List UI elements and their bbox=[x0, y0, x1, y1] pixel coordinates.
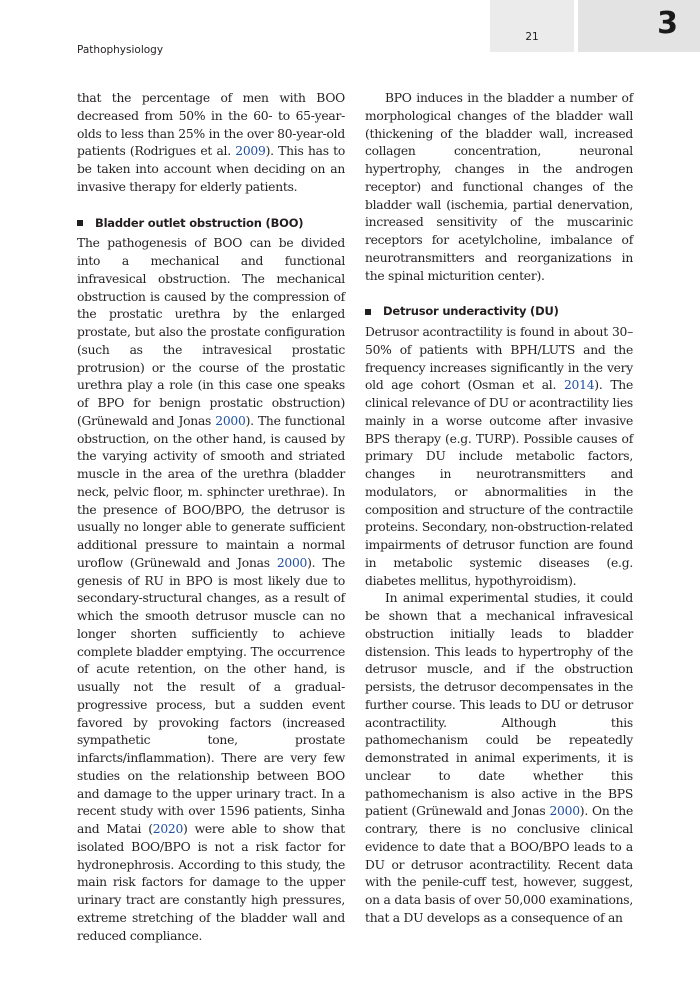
left-column bbox=[77, 90, 345, 945]
page-number: 21 bbox=[525, 31, 539, 43]
paragraph: BPO induces in the bladder a number of morphological changes of the bladder wall (thickening of the bladder wall, increased collagen concentration, neuronal hypertrophy, changes in the androgen receptor) and functional changes of the bladder wall (ischemia, partial denervation, increased sensitivity of the muscarinic receptors for acetylcholine, imbalance of neurotransmitters and reorganizations in the spinal micturition center). bbox=[365, 91, 633, 283]
citation-link[interactable]: 2000 bbox=[549, 804, 580, 819]
citation-link[interactable]: 2014 bbox=[563, 378, 595, 393]
citation-link[interactable]: 2000 bbox=[276, 555, 308, 570]
section-heading-boo: Bladder outlet obstruction (BOO) bbox=[77, 215, 345, 233]
bullet-square-icon bbox=[77, 220, 83, 226]
page-number-tab bbox=[490, 0, 574, 52]
citation-link[interactable]: 2000 bbox=[215, 413, 246, 428]
bullet-square-icon bbox=[365, 309, 371, 315]
right-column bbox=[365, 90, 633, 928]
running-head: Pathophysiology bbox=[77, 44, 164, 56]
paragraph: that the percentage of men with BOO decreased from 50% in the 60- to 65-year-olds to less than 25% in the over 80-year-old patients (Rodrigues et al. 2009). This has to be taken into account when deciding on an invasive therapy for elderly patients. bbox=[77, 91, 345, 194]
paragraph: In animal experimental studies, it could be shown that a mechanical infravesical obstruction initially leads to bladder distension. This leads to hypertrophy of the detrusor muscle, and if the obstruction persists, the detrusor decompensates in the further course. This leads to DU or detrusor acontractility. Although this pathomechanism could be repeatedly demonstrated in animal experiments, it is unclear to date whether this pathomechanism is also active in the BPS patient (Grünewald and Jonas 2000). On the contrary, there is no conclusive clinical evidence to date that a BOO/BPO leads to a DU or detrusor acontractility. Recent data with the penile-cuff test, however, suggest, on a data basis of over 50,000 examinations, that a DU develops as a consequence of an bbox=[365, 591, 633, 925]
paragraph: Detrusor acontractility is found in about 30–50% of patients with BPH/LUTS and the frequency increases significantly in the very old age cohort (Osman et al. 2014). The clinical relevance of DU or acontractility lies mainly in a worse outcome after invasive BPS therapy (e.g. TURP). Possible causes of primary DU include metabolic factors, changes in neurotransmitters and modulators, or abnormalities in the composition and structure of the contractile proteins. Secondary, non-obstruction-related impairments of detrusor function are found in metabolic systemic diseases (e.g. diabetes mellitus, hypothyroidism). bbox=[365, 325, 633, 588]
citation-link[interactable]: 2009 bbox=[235, 144, 266, 159]
citation-link[interactable]: 2020 bbox=[152, 822, 184, 836]
section-heading-du: Detrusor underactivity (DU) bbox=[365, 303, 633, 321]
paragraph: The pathogenesis of BOO can be divided into a mechanical and functional infravesical obstruction. The mechanical obstruction is caused by the compression of the prostatic urethra by the enlarged prostate, but also the prostate configuration (such as the intravesical prostatic protrusion) or the course of the prostatic urethra play a role (in this case one speaks of BPO for benign prostatic obstruction) (Grünewald and Jonas 2000). The functional obstruction, on the other hand, is caused by the varying activity of smooth and striated muscle in the area of the urethra (bladder neck, pelvic floor, m. sphincter urethrae). In the presence of BOO/BPO, the detrusor is usually no longer able to generate sufficient additional pressure to maintain a normal uroflow (Grünewald and Jonas 2000). The genesis of RU in BPO is most likely due to secondary-structural changes, as a result of which the smooth detrusor muscle can no longer shorten sufficiently to achieve complete bladder emptying. The occurrence of acute retention, on the other hand, is usually not the result of a gradual-progressive process, but a sudden event favored by provoking factors (increased sympathetic tone, prostate infarcts/inflammation). There are very few studies on the relationship between BOO and damage to the upper urinary tract. In a recent study with over 1596 patients, Sinha and Matai (2020) were able to show that isolated BOO/BPO is not a risk factor for hydronephrosis. According to this study, the main risk factors for damage to the upper urinary tract are constantly high pressures, extreme stretching of the bladder wall and reduced compliance. bbox=[77, 236, 346, 943]
chapter-number: 3 bbox=[657, 6, 678, 41]
